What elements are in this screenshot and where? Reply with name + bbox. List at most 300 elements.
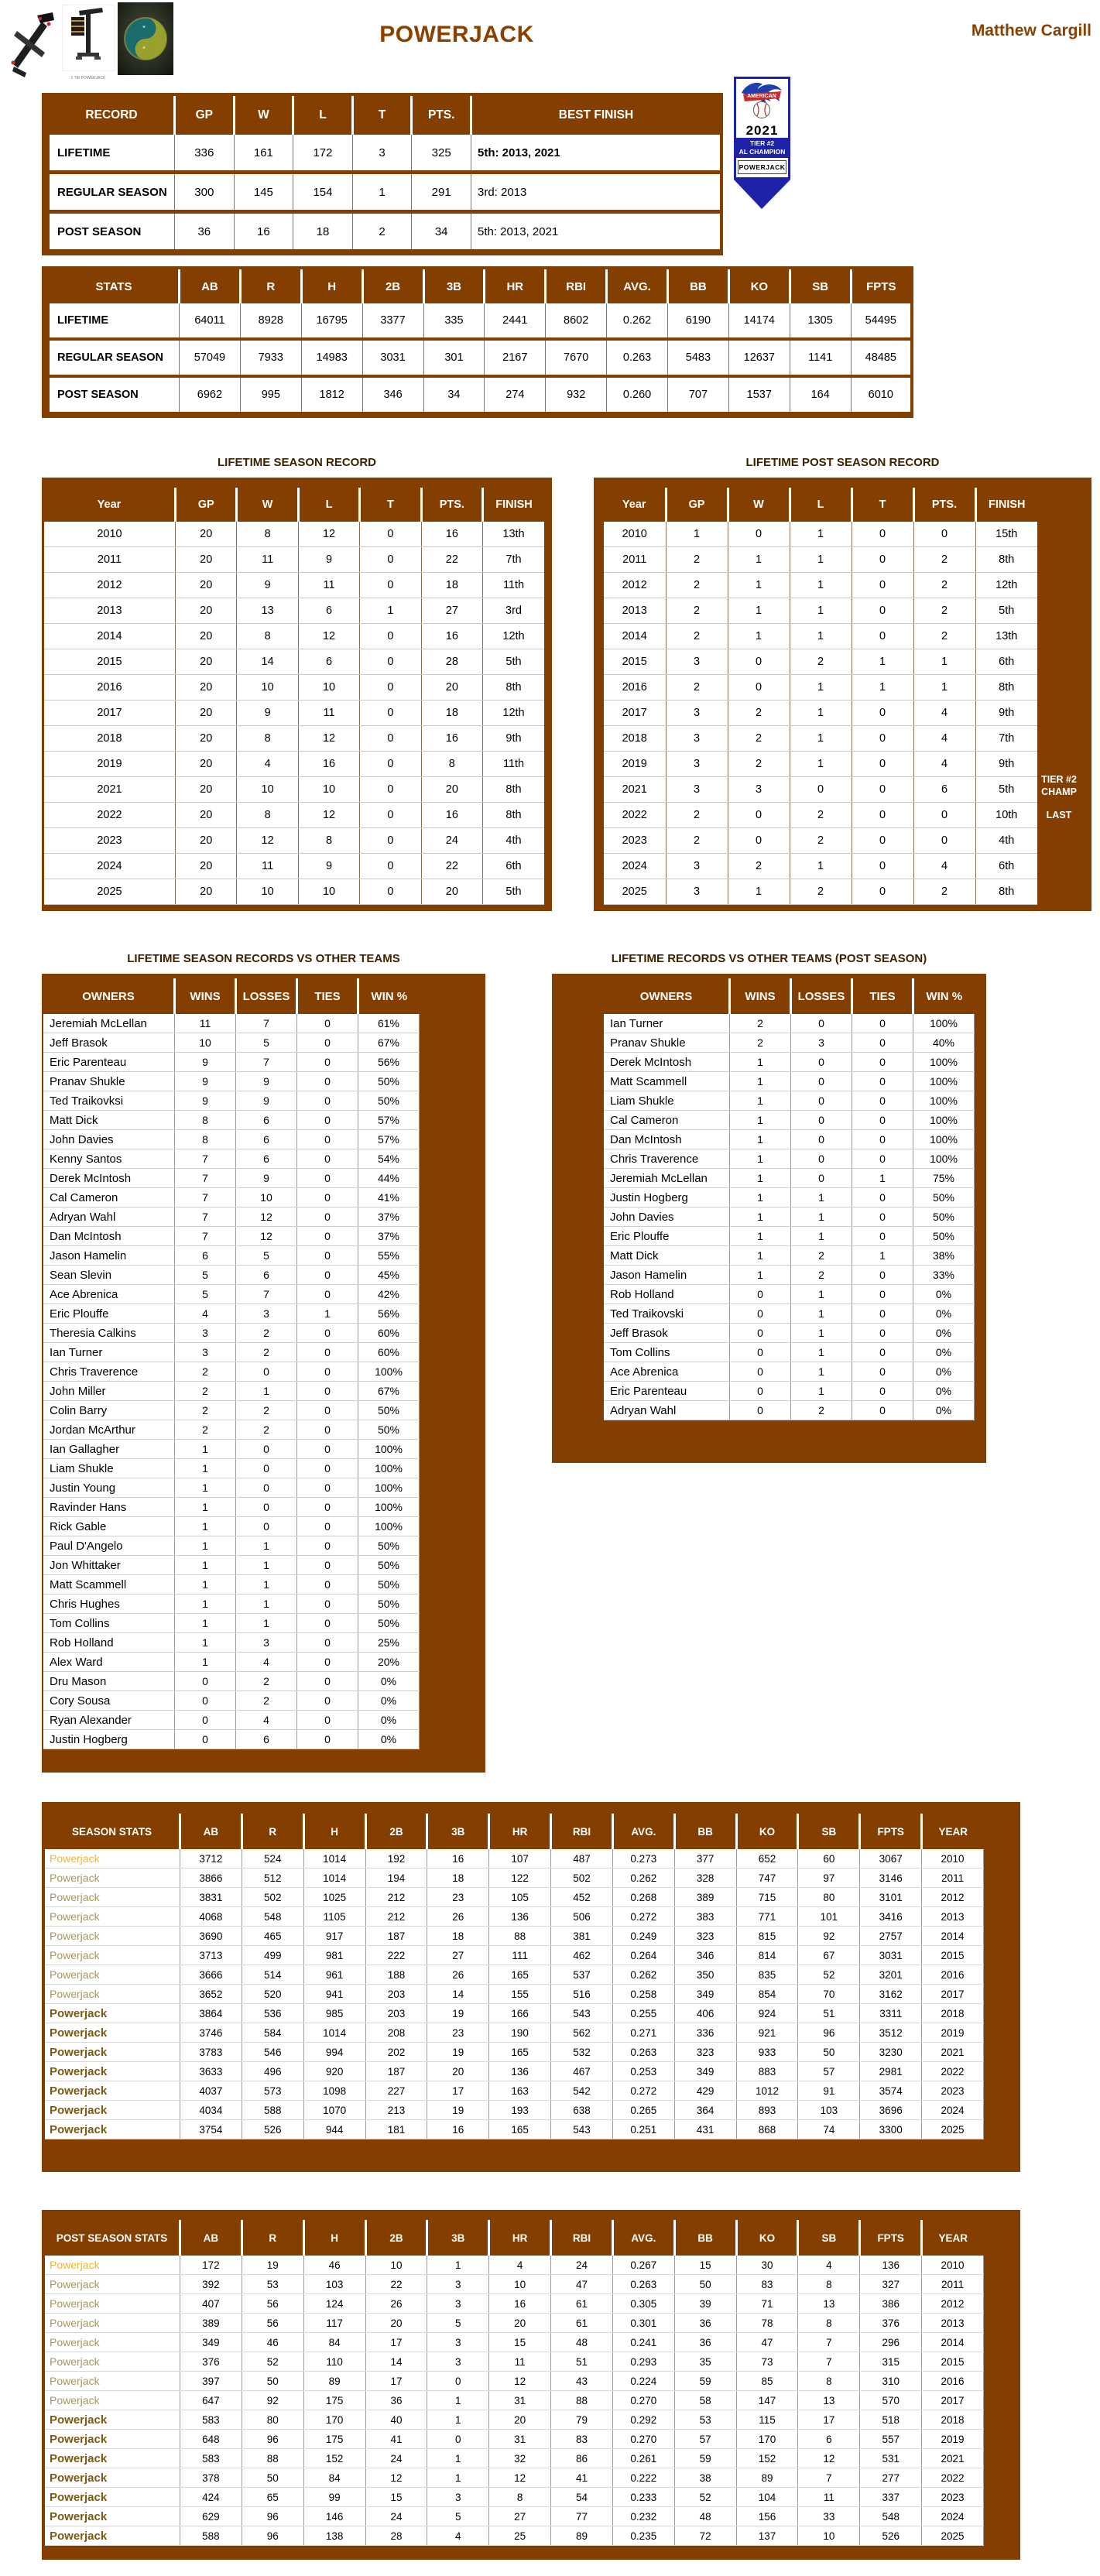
cell: 0: [852, 1033, 913, 1053]
cell: 137: [736, 2526, 798, 2546]
table-row: [45, 1907, 984, 1927]
cell: 0: [297, 1575, 358, 1595]
cell: POST SEASON: [46, 376, 180, 415]
cell: 3754: [180, 2120, 242, 2139]
cell: 1025: [303, 1888, 365, 1907]
cell: 156: [736, 2507, 798, 2526]
cell: 14983: [301, 339, 362, 376]
cell: 0: [728, 828, 790, 854]
cell: 8: [489, 2488, 551, 2507]
cell: 2022: [922, 2468, 984, 2488]
cell: 175: [303, 2430, 365, 2449]
cell: Sean Slevin: [43, 1266, 175, 1285]
cell: 9: [236, 1072, 297, 1091]
cell: 389: [674, 1888, 736, 1907]
column-header: KO: [736, 2220, 798, 2256]
cell: 0%: [358, 1691, 420, 1711]
cell: 7: [175, 1208, 236, 1227]
cell: 2021: [922, 2043, 984, 2062]
cell: Jeremiah McLellan: [604, 1169, 730, 1188]
table-row: [45, 2120, 984, 2139]
cell: 7: [175, 1169, 236, 1188]
cell: 20%: [358, 1653, 420, 1672]
cell: 100%: [358, 1478, 420, 1498]
column-header: H: [303, 2220, 365, 2256]
cell: 16: [421, 522, 482, 547]
cell: 1: [730, 1072, 791, 1091]
cell: 0: [297, 1633, 358, 1653]
cell: 61: [551, 2314, 613, 2333]
cell: 2981: [860, 2062, 922, 2081]
cell: 88: [242, 2449, 303, 2468]
cell: Derek McIntosh: [604, 1053, 730, 1072]
cell: 537: [551, 1965, 613, 1985]
cell: Matt Dick: [604, 1246, 730, 1266]
cell: 0: [175, 1730, 236, 1749]
cell: 502: [551, 1869, 613, 1888]
cell: 7: [236, 1053, 297, 1072]
cell: 1: [790, 547, 852, 573]
cell: 42%: [358, 1285, 420, 1304]
cell: 19: [427, 2101, 489, 2120]
cell: Powerjack: [45, 1985, 180, 2004]
table-row: [604, 777, 1037, 803]
cell: 2013: [44, 598, 176, 624]
cell: REGULAR SEASON: [46, 173, 175, 212]
cell: 2013: [604, 598, 666, 624]
cell: 74: [798, 2120, 860, 2139]
cell: 0%: [358, 1672, 420, 1691]
cell: 136: [860, 2256, 922, 2275]
table-row: [604, 675, 1037, 701]
cell: 20: [176, 879, 237, 905]
cell: 188: [365, 1965, 427, 1985]
cell: 40: [365, 2410, 427, 2430]
cell: 0: [360, 547, 421, 573]
cell: 1012: [736, 2081, 798, 2101]
column-header: R: [242, 1814, 303, 1849]
cell: 0.261: [612, 2449, 674, 2468]
cell: 41: [365, 2430, 427, 2449]
cell: 7: [798, 2333, 860, 2352]
cell: Powerjack: [45, 2449, 180, 2468]
cell: 1: [297, 1304, 358, 1324]
cell: 38%: [913, 1246, 975, 1266]
cell: 327: [860, 2275, 922, 2294]
cell: 2025: [922, 2120, 984, 2139]
table-row: [45, 1869, 984, 1888]
cell: Jason Hamelin: [604, 1266, 730, 1285]
table-row: [44, 854, 544, 879]
cell: 7: [175, 1188, 236, 1208]
cell: 3713: [180, 1946, 242, 1965]
cell: 1: [790, 573, 852, 598]
cell: 77: [551, 2507, 613, 2526]
cell: 5: [236, 1246, 297, 1266]
cell: 3: [666, 752, 728, 777]
cell: 364: [674, 2101, 736, 2120]
cell: 100%: [913, 1053, 975, 1072]
header-row: [46, 94, 721, 135]
cell: 5th: [975, 777, 1037, 803]
champion-badge: [734, 77, 790, 209]
cell: 164: [790, 376, 851, 415]
cell: 15: [365, 2488, 427, 2507]
cell: 12: [236, 1208, 297, 1227]
cell: 60%: [358, 1324, 420, 1343]
cell: 0: [236, 1362, 297, 1382]
cell: 16: [298, 752, 359, 777]
cell: 6: [298, 649, 359, 675]
post-season-stats-table: [42, 2210, 1020, 2560]
cell: 187: [365, 1927, 427, 1946]
cell: 3746: [180, 2023, 242, 2043]
table-row: [45, 1985, 984, 2004]
cell: 0: [360, 624, 421, 649]
cell: 424: [180, 2488, 242, 2507]
table-row: [45, 1849, 984, 1869]
cell: 8: [298, 828, 359, 854]
cell: 122: [489, 1869, 551, 1888]
table-row: [604, 752, 1037, 777]
cell: Powerjack: [45, 2062, 180, 2081]
cell: 2021: [922, 2449, 984, 2468]
column-header: FPTS: [860, 1814, 922, 1849]
cell: 136: [489, 2062, 551, 2081]
table-row: [44, 752, 544, 777]
table-row: [43, 1033, 420, 1053]
cell: 548: [242, 1907, 303, 1927]
cell: 0%: [358, 1730, 420, 1749]
cell: Powerjack: [45, 2352, 180, 2372]
cell: 0: [360, 752, 421, 777]
cell: 0: [297, 1420, 358, 1440]
badge-league-label: AMERICAN: [747, 94, 776, 99]
cell: Liam Shukle: [604, 1091, 730, 1111]
cell: 10: [175, 1033, 236, 1053]
cell: 12: [237, 828, 298, 854]
cell: 1: [175, 1653, 236, 1672]
cell: 10: [798, 2526, 860, 2546]
cell: 0: [791, 1130, 852, 1149]
cell: Powerjack: [45, 2468, 180, 2488]
cell: 61%: [358, 1014, 420, 1033]
cell: 0: [852, 1111, 913, 1130]
cell: 6: [236, 1730, 297, 1749]
cell: 12: [489, 2372, 551, 2391]
cell: Powerjack: [45, 2526, 180, 2546]
cell: 0: [427, 2430, 489, 2449]
cell: 377: [674, 1849, 736, 1869]
cell: 0%: [358, 1711, 420, 1730]
cell: 3: [236, 1304, 297, 1324]
cell: 7: [236, 1014, 297, 1033]
cell: 7th: [975, 726, 1037, 752]
cell: 146: [303, 2507, 365, 2526]
cell: 2019: [604, 752, 666, 777]
cell: 0: [852, 1362, 913, 1382]
cell: 0: [913, 828, 975, 854]
cell: 50%: [358, 1575, 420, 1595]
cell: 18: [427, 1869, 489, 1888]
cell: 10: [237, 675, 298, 701]
table-row: [604, 1169, 975, 1188]
cell: 20: [176, 854, 237, 879]
cell: 0: [791, 1149, 852, 1169]
cell: 0: [852, 879, 913, 905]
cell: Ian Gallagher: [43, 1440, 175, 1459]
record-table: [42, 93, 723, 255]
cell: 2024: [44, 854, 176, 879]
table-row: [604, 1343, 975, 1362]
cell: 14: [365, 2352, 427, 2372]
cell: 20: [176, 598, 237, 624]
cell: 349: [180, 2333, 242, 2352]
cell: 0: [297, 1266, 358, 1285]
cell: 6: [236, 1149, 297, 1169]
cell: 944: [303, 2120, 365, 2139]
cell: 0: [730, 1343, 791, 1362]
cell: 0: [852, 803, 913, 828]
cell: 543: [551, 2120, 613, 2139]
cell: Ian Turner: [604, 1014, 730, 1033]
cell: 57%: [358, 1130, 420, 1149]
cell: 192: [365, 1849, 427, 1869]
cell: 59: [674, 2372, 736, 2391]
cell: 0: [297, 1478, 358, 1498]
yin-yang-logo: [118, 2, 173, 75]
column-header: TIES: [852, 978, 913, 1014]
cell: 0: [360, 828, 421, 854]
table-row: [44, 879, 544, 905]
cell: 105: [489, 1888, 551, 1907]
cell: 0: [791, 1014, 852, 1033]
cell: 648: [180, 2430, 242, 2449]
cell: 20: [421, 879, 482, 905]
cell: 27: [427, 1946, 489, 1965]
cell: 124: [303, 2294, 365, 2314]
column-header: Year: [44, 488, 176, 522]
cell: 0.268: [612, 1888, 674, 1907]
team-jack-logo-2: [62, 5, 115, 80]
stats-table: [42, 266, 913, 418]
cell: 1: [427, 2449, 489, 2468]
cell: 85: [736, 2372, 798, 2391]
cell: 47: [736, 2333, 798, 2352]
cell: 2019: [922, 2023, 984, 2043]
cell: 6: [236, 1111, 297, 1130]
cell: 2: [666, 828, 728, 854]
vs-post-season-title: LIFETIME RECORDS VS OTHER TEAMS (POST SEASON): [611, 952, 927, 965]
cell: 15: [674, 2256, 736, 2275]
cell: 2012: [922, 2294, 984, 2314]
cell: 1: [852, 649, 913, 675]
cell: 3712: [180, 1849, 242, 1869]
cell: 3: [666, 701, 728, 726]
cell: 57: [674, 2430, 736, 2449]
column-header: OWNERS: [604, 978, 730, 1014]
cell: 0.233: [612, 2488, 674, 2507]
column-header: BB: [674, 1814, 736, 1849]
cell: 1: [852, 675, 913, 701]
cell: Ryan Alexander: [43, 1711, 175, 1730]
cell: 0: [852, 1324, 913, 1343]
owner-name: Matthew Cargill: [971, 22, 1091, 39]
cell: 31: [489, 2430, 551, 2449]
cell: 11: [237, 547, 298, 573]
cell: 9th: [975, 752, 1037, 777]
table-row: [43, 1556, 420, 1575]
cell: 0: [852, 1130, 913, 1149]
badge-pennant-point: [734, 180, 790, 209]
cell: 296: [860, 2333, 922, 2352]
cell: 45%: [358, 1266, 420, 1285]
cell: 652: [736, 1849, 798, 1869]
cell: Powerjack: [45, 1849, 180, 1869]
table-row: [46, 303, 912, 339]
table-row: [604, 649, 1037, 675]
table-row: [45, 2352, 984, 2372]
cell: 1: [175, 1498, 236, 1517]
column-header: HR: [489, 2220, 551, 2256]
cell: 2018: [44, 726, 176, 752]
cell: 2: [175, 1401, 236, 1420]
badge-year: 2021: [745, 123, 779, 138]
data-table: [45, 2220, 984, 2546]
cell: 0: [852, 1072, 913, 1091]
cell: 0: [852, 1091, 913, 1111]
cell: Powerjack: [45, 2294, 180, 2314]
cell: 24: [365, 2449, 427, 2468]
cell: 854: [736, 1985, 798, 2004]
column-header: L: [790, 488, 852, 522]
cell: 2014: [922, 2333, 984, 2352]
cell: 407: [180, 2294, 242, 2314]
cell: 1812: [301, 376, 362, 415]
cell: 41: [551, 2468, 613, 2488]
cell: Ted Traikovksi: [43, 1091, 175, 1111]
cell: 6: [798, 2430, 860, 2449]
cell: 1: [175, 1536, 236, 1556]
cell: 110: [303, 2352, 365, 2372]
column-header: W: [728, 488, 790, 522]
column-header: OWNERS: [43, 978, 175, 1014]
cell: 3300: [860, 2120, 922, 2139]
column-header: WIN %: [358, 978, 420, 1014]
cell: 1098: [303, 2081, 365, 2101]
cell: 0: [791, 1169, 852, 1188]
cell: 5th: [483, 649, 544, 675]
cell: 4037: [180, 2081, 242, 2101]
jack-illustration: [62, 5, 115, 71]
cell: 301: [423, 339, 485, 376]
cell: 19: [427, 2043, 489, 2062]
cell: 97: [798, 1869, 860, 1888]
column-header: HR: [485, 268, 546, 303]
cell: 1: [730, 1266, 791, 1285]
cell: 4068: [180, 1907, 242, 1927]
cell: 6: [298, 598, 359, 624]
table-row: [46, 212, 721, 253]
cell: 1: [730, 1208, 791, 1227]
cell: 1: [175, 1575, 236, 1595]
column-header: PTS.: [913, 488, 975, 522]
cell: 0: [236, 1478, 297, 1498]
cell: 99: [303, 2488, 365, 2507]
cell: 12th: [975, 573, 1037, 598]
cell: Pranav Shukle: [604, 1033, 730, 1053]
cell: 0: [297, 1653, 358, 1672]
column-header: L: [293, 94, 353, 135]
cell: 50%: [913, 1227, 975, 1246]
cell: 941: [303, 1985, 365, 2004]
cell: 0: [360, 522, 421, 547]
annotation-line: CHAMP: [1041, 786, 1077, 797]
cell: 20: [489, 2410, 551, 2430]
cell: Kenny Santos: [43, 1149, 175, 1169]
cell: 6: [236, 1130, 297, 1149]
cell: 0.305: [612, 2294, 674, 2314]
cell: 117: [303, 2314, 365, 2333]
cell: 546: [242, 2043, 303, 2062]
cell: 310: [860, 2372, 922, 2391]
cell: 152: [303, 2449, 365, 2468]
cell: 3031: [362, 339, 423, 376]
cell: 11: [298, 701, 359, 726]
table-row: [604, 598, 1037, 624]
cell: 3652: [180, 1985, 242, 2004]
cell: 71: [736, 2294, 798, 2314]
cell: 392: [180, 2275, 242, 2294]
cell: 0: [297, 1517, 358, 1536]
cell: 20: [176, 522, 237, 547]
cell: Powerjack: [45, 2004, 180, 2023]
cell: 2021: [604, 777, 666, 803]
cell: Adryan Wahl: [43, 1208, 175, 1227]
cell: 1: [175, 1633, 236, 1653]
annotation-line: LAST: [1046, 810, 1072, 820]
cell: 4: [236, 1653, 297, 1672]
cell: 46: [303, 2256, 365, 2275]
cell: 11: [237, 854, 298, 879]
table-row: [604, 1382, 975, 1401]
cell: 1: [175, 1595, 236, 1614]
cell: 20: [421, 675, 482, 701]
cell: 2022: [44, 803, 176, 828]
cell: 12th: [483, 624, 544, 649]
table-row: [45, 2294, 984, 2314]
cell: 72: [674, 2526, 736, 2546]
table-row: [604, 1246, 975, 1266]
cell: 487: [551, 1849, 613, 1869]
cell: 194: [365, 1869, 427, 1888]
cell: 79: [551, 2410, 613, 2430]
table-row: [44, 547, 544, 573]
cell: 0: [852, 1343, 913, 1362]
cell: 50: [674, 2275, 736, 2294]
cell: 5: [236, 1033, 297, 1053]
cell: 12: [236, 1227, 297, 1246]
table-row: [44, 522, 544, 547]
cell: 13: [798, 2294, 860, 2314]
cell: 2011: [44, 547, 176, 573]
cell: Powerjack: [45, 1965, 180, 1985]
cell: 0: [297, 1149, 358, 1169]
column-header: FINISH: [483, 488, 544, 522]
cell: Powerjack: [45, 2120, 180, 2139]
cell: 30: [736, 2256, 798, 2275]
cell: 0: [852, 573, 913, 598]
